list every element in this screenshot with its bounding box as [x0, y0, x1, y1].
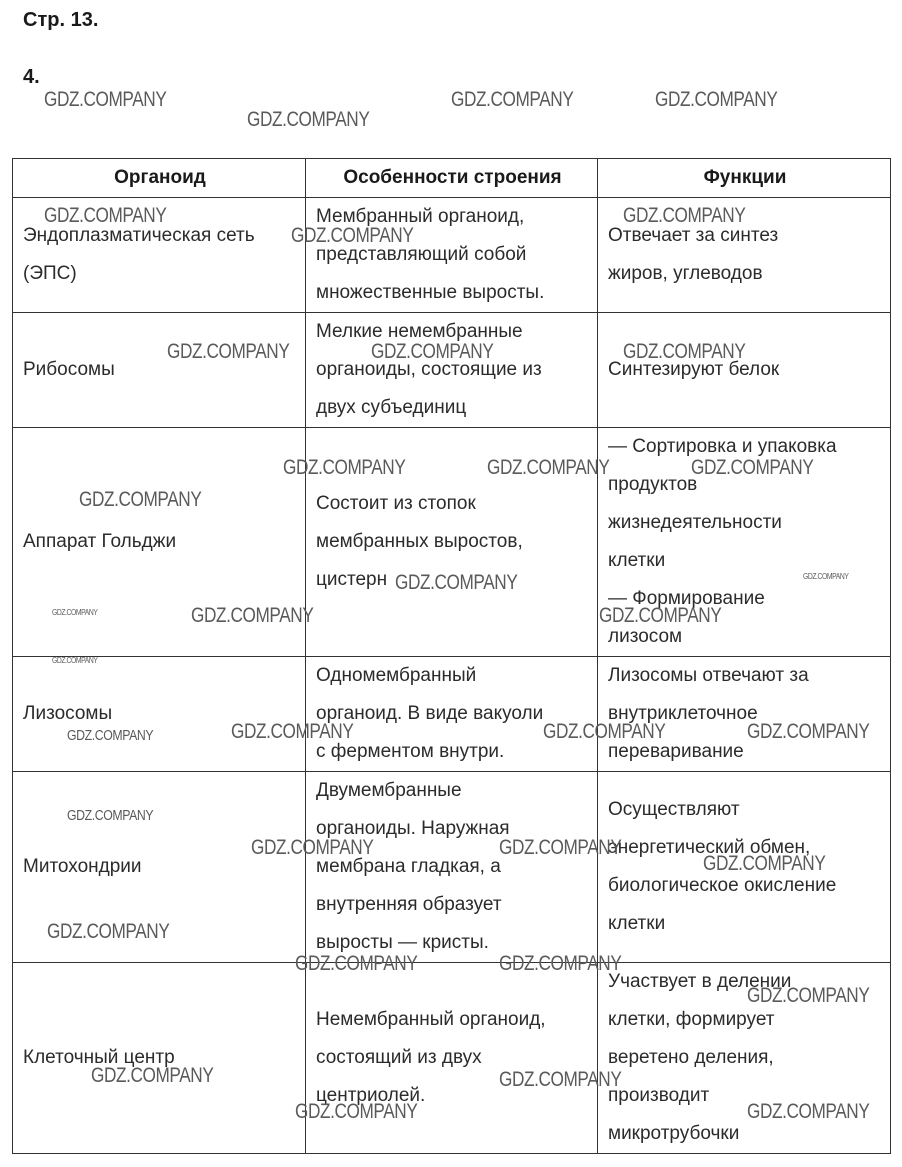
organoid-cell [13, 963, 306, 1154]
structure-text: Мембранный органоид, представляющий собой множественные выросты. [316, 206, 545, 303]
organoid-name: Рибосомы [23, 359, 115, 380]
function-text: Отвечает за синтез жиров, углеводов [608, 225, 779, 284]
function-text: Лизосомы отвечают за внутриклеточное переваривание [608, 665, 809, 762]
watermark: GDZ.COMPANY [747, 1100, 870, 1123]
watermark: GDZ.COMPANY [47, 920, 170, 943]
page-number: Стр. 13. [23, 9, 99, 31]
function-text: Участвует в делении клетки, формирует веретено деления, производит микротрубочки [608, 971, 792, 1144]
watermark: GDZ.COMPANY [67, 807, 154, 824]
watermark: GDZ.COMPANY [247, 108, 370, 131]
function-cell [598, 313, 891, 428]
organoid-cell [13, 428, 306, 657]
watermark: GDZ.COMPANY [747, 984, 870, 1007]
watermark: GDZ.COMPANY [395, 571, 518, 594]
watermark: GDZ.COMPANY [499, 952, 622, 975]
header-function: Функции [598, 159, 891, 198]
watermark: GDZ.COMPANY [167, 340, 290, 363]
watermark: GDZ.COMPANY [703, 852, 826, 875]
watermark: GDZ.COMPANY [91, 1064, 214, 1087]
watermark: GDZ.COMPANY [44, 88, 167, 111]
watermark: GDZ.COMPANY [295, 1100, 418, 1123]
function-cell [598, 657, 891, 772]
function-cell [598, 198, 891, 313]
structure-cell [306, 198, 598, 313]
organoid-cell [13, 657, 306, 772]
watermark: GDZ.COMPANY [543, 720, 666, 743]
watermark: GDZ.COMPANY [655, 88, 778, 111]
watermark: GDZ.COMPANY [52, 608, 98, 617]
watermark: GDZ.COMPANY [191, 604, 314, 627]
structure-cell [306, 428, 598, 657]
watermark: GDZ.COMPANY [295, 952, 418, 975]
task-number: 4. [23, 66, 40, 88]
function-text: — Сортировка и упаковка продуктов жизнедеятельности клетки — Формирование лизосом [608, 436, 837, 647]
function-cell [598, 428, 891, 657]
watermark: GDZ.COMPANY [499, 1068, 622, 1091]
organoid-name: Митохондрии [23, 856, 142, 877]
watermark: GDZ.COMPANY [371, 340, 494, 363]
header-structure: Особенности строения [306, 159, 598, 198]
table-row [13, 198, 891, 313]
table-row [13, 428, 891, 657]
watermark: GDZ.COMPANY [599, 604, 722, 627]
structure-text: Мелкие немембранные органоиды, состоящие из двух субъединиц [316, 321, 542, 418]
watermark: GDZ.COMPANY [623, 204, 746, 227]
table-row [13, 657, 891, 772]
organoid-table [12, 158, 891, 1154]
watermark: GDZ.COMPANY [283, 456, 406, 479]
structure-cell [306, 657, 598, 772]
organoid-cell [13, 772, 306, 963]
function-text: Синтезируют белок [608, 359, 780, 380]
organoid-cell [13, 313, 306, 428]
table-row [13, 772, 891, 963]
structure-cell [306, 772, 598, 963]
table-header-row [13, 159, 891, 198]
watermark: GDZ.COMPANY [67, 727, 154, 744]
watermark: GDZ.COMPANY [803, 572, 849, 581]
structure-text: Состоит из стопок мембранных выростов, цистерн [316, 493, 523, 590]
organoid-cell [13, 198, 306, 313]
watermark: GDZ.COMPANY [623, 340, 746, 363]
watermark: GDZ.COMPANY [251, 836, 374, 859]
organoid-name: Лизосомы [23, 703, 113, 724]
watermark: GDZ.COMPANY [291, 224, 414, 247]
organoid-name: Эндоплазматическая сеть (ЭПС) [23, 225, 255, 284]
organoid-name: Аппарат Гольджи [23, 531, 177, 552]
watermark: GDZ.COMPANY [691, 456, 814, 479]
watermark: GDZ.COMPANY [499, 836, 622, 859]
watermark: GDZ.COMPANY [451, 88, 574, 111]
table-row [13, 313, 891, 428]
watermark: GDZ.COMPANY [487, 456, 610, 479]
function-text: Осуществляют энергетический обмен, биологическое окисление клетки [608, 799, 837, 934]
organoid-name: Клеточный центр [23, 1047, 175, 1068]
watermark: GDZ.COMPANY [44, 204, 167, 227]
structure-text: Одномембранный органоид. В виде вакуоли с ферментом внутри. [316, 665, 544, 762]
watermark: GDZ.COMPANY [79, 488, 202, 511]
function-cell [598, 772, 891, 963]
watermark: GDZ.COMPANY [231, 720, 354, 743]
watermark: GDZ.COMPANY [52, 656, 98, 665]
structure-text: Двумембранные органоиды. Наружная мембрана гладкая, а внутренняя образует выросты — кристы. [316, 780, 510, 953]
structure-text: Немембранный органоид, состоящий из двух центриолей. [316, 1009, 546, 1106]
header-organoid: Органоид [13, 159, 306, 198]
watermark: GDZ.COMPANY [747, 720, 870, 743]
table-row [13, 963, 891, 1154]
structure-cell [306, 313, 598, 428]
structure-cell [306, 963, 598, 1154]
function-cell [598, 963, 891, 1154]
